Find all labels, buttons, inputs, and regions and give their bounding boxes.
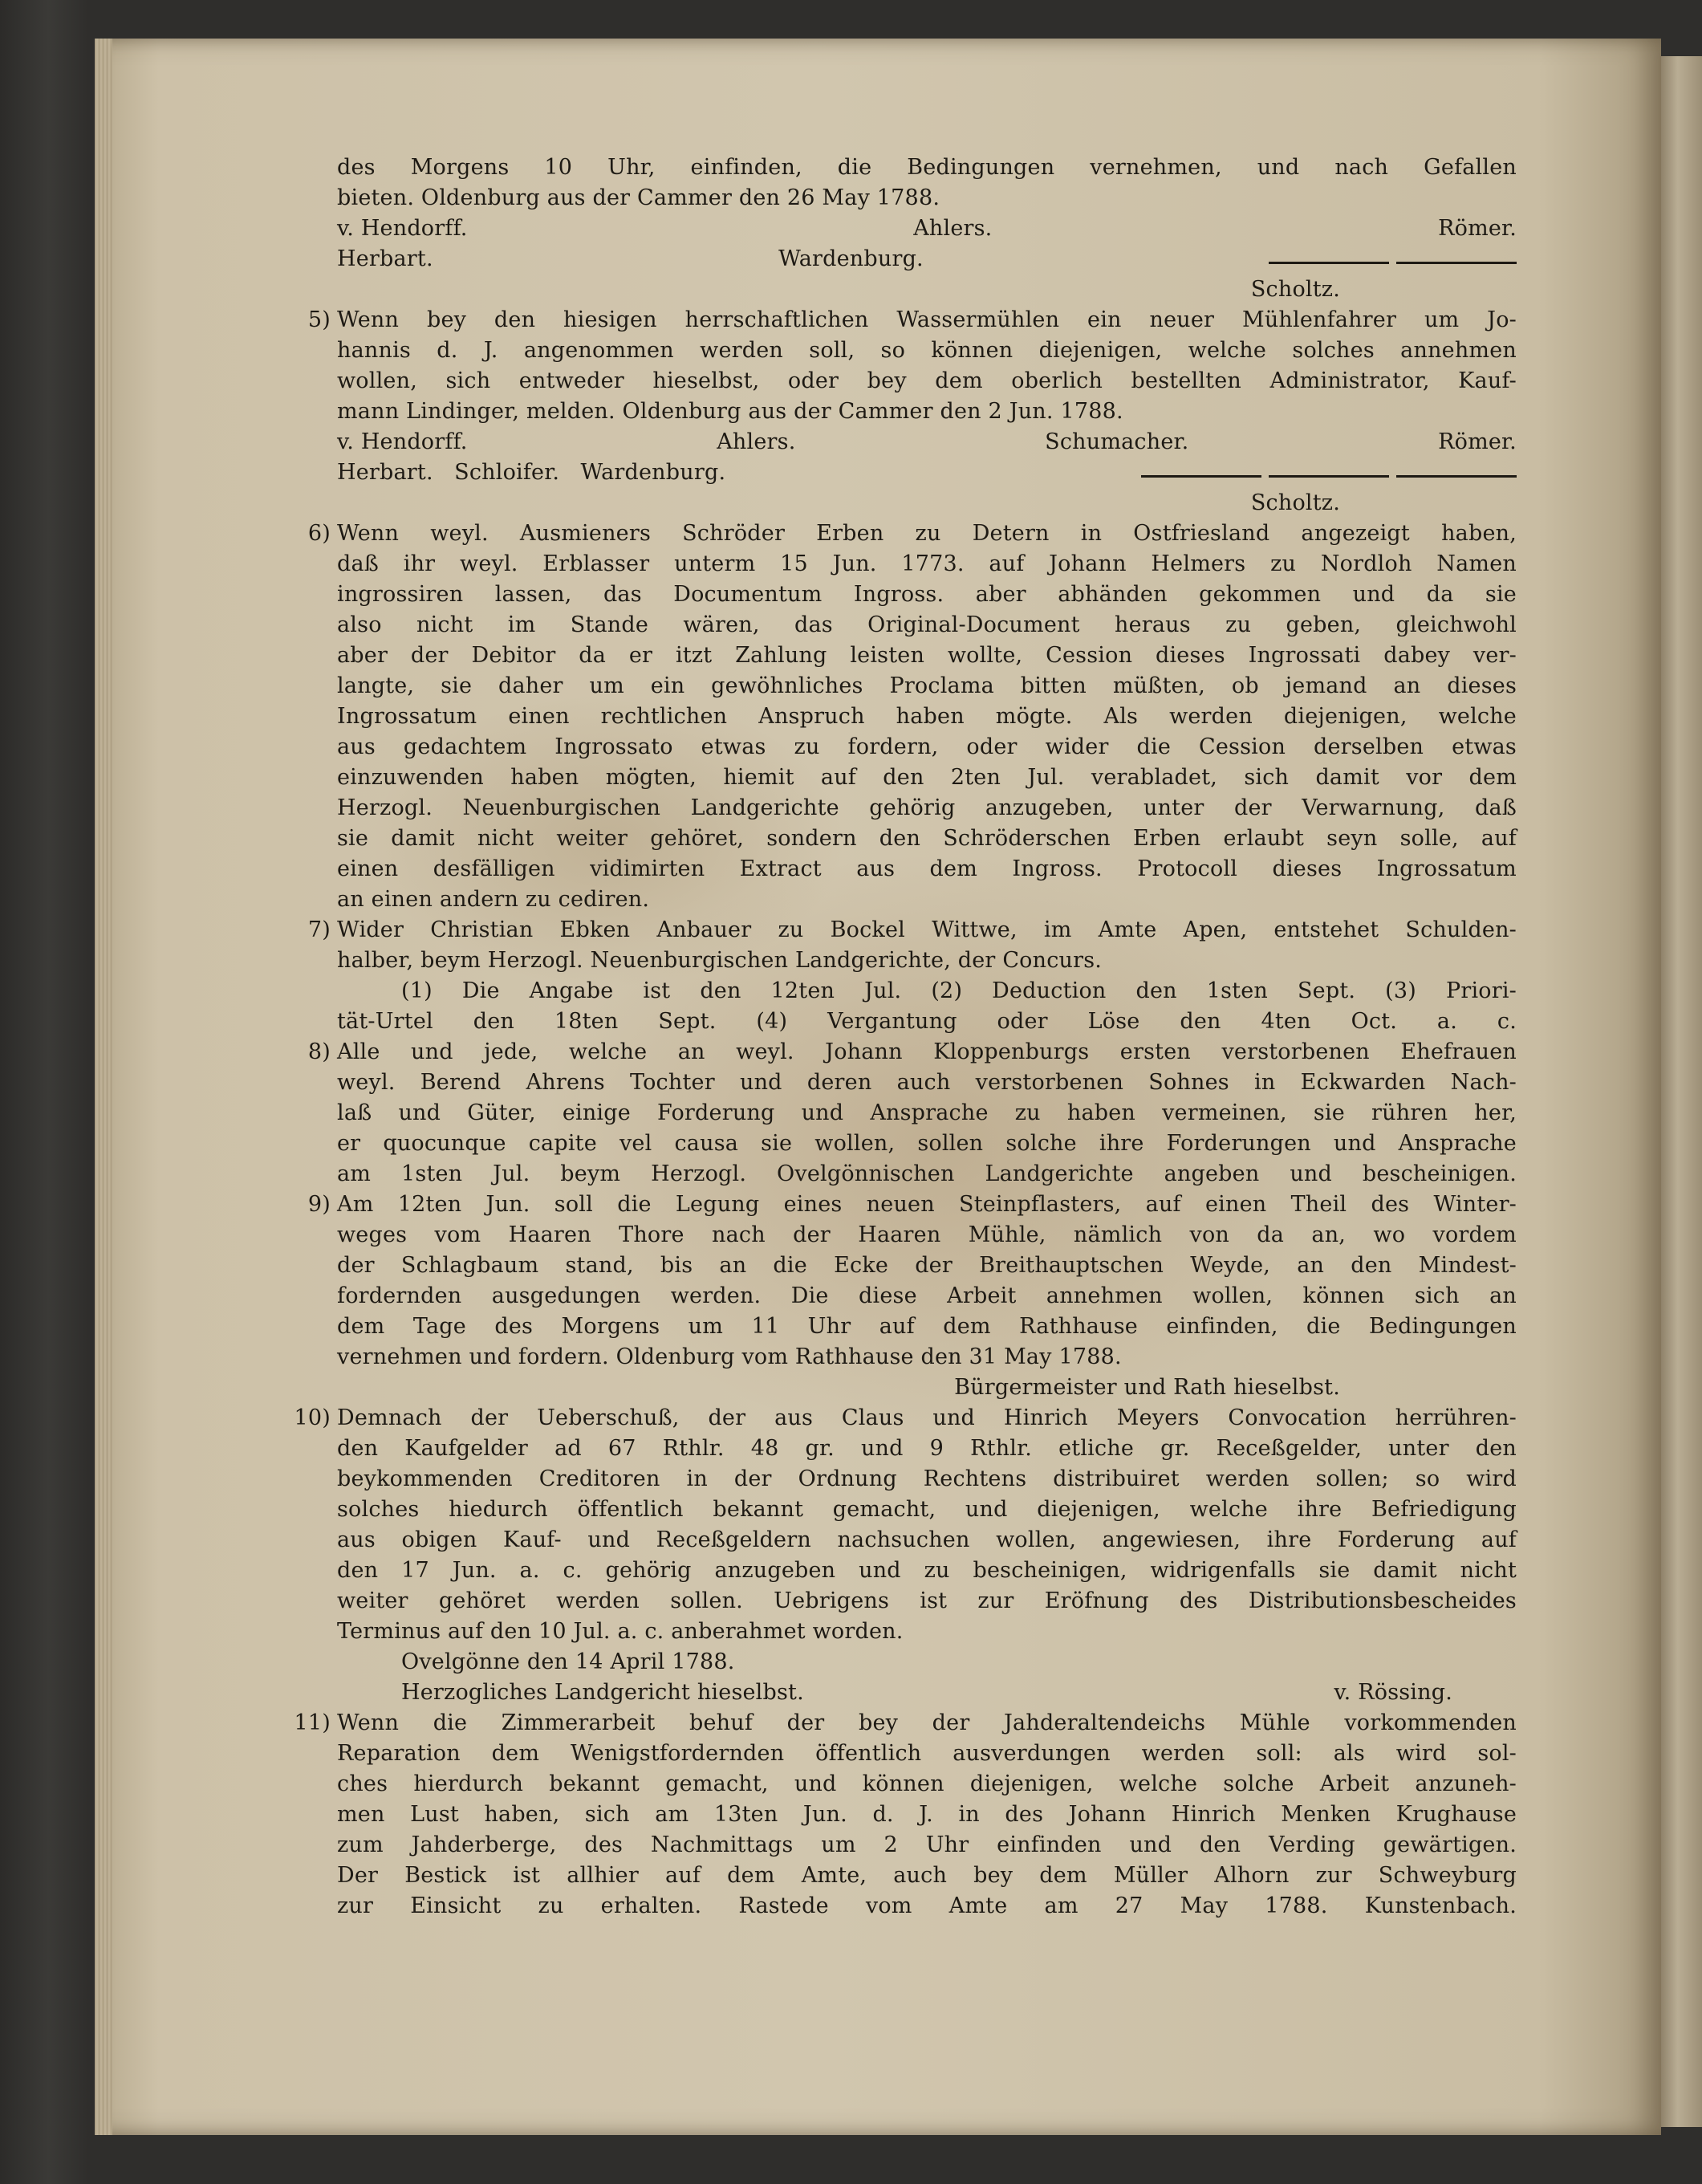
signature-row xyxy=(337,1678,1517,1708)
text-line: dem Tage des Morgens um 11 Uhr auf dem Rathhause einfinden, die Bedingungen xyxy=(337,1314,1517,1339)
signature-rule xyxy=(1269,244,1389,264)
text-line: der Schlagbaum stand, bis an die Ecke der Breithauptschen Weyde, an den Mindest- xyxy=(337,1253,1517,1278)
text-line: an einen andern zu cediren. xyxy=(337,887,650,912)
entry-6 xyxy=(307,519,1517,915)
text-line: am 1sten Jul. beym Herzogl. Ovelgönnischen Landgerichte angeben und bescheinigen. xyxy=(337,1161,1517,1186)
next-page-edge xyxy=(1661,56,1702,2127)
signature-line: Bürgermeister und Rath hieselbst. xyxy=(954,1375,1340,1400)
text-line: aus obigen Kauf- und Receßgeldern nachsuchen wollen, angewiesen, ihre Forderung auf xyxy=(337,1527,1517,1552)
text-line: ches hierdurch bekannt gemacht, und können diejenigen, welche solche Arbeit anzuneh- xyxy=(337,1771,1517,1796)
entry-number: 11) xyxy=(294,1710,331,1735)
text-line: hannis d. J. angenommen werden soll, so können diejenigen, welche solches annehmen xyxy=(337,338,1517,363)
text-line: Wenn die Zimmerarbeit behuf der bey der Jahderaltendeichs Mühle vorkommenden xyxy=(337,1710,1517,1735)
text-line: aber der Debitor da er itzt Zahlung leisten wollte, Cession dieses Ingrossati dabey ver- xyxy=(337,643,1517,668)
entry-number: 5) xyxy=(307,307,331,332)
text-line: solches hiedurch öffentlich bekannt gemacht, und diejenigen, welche ihre Befriedigung xyxy=(337,1497,1517,1522)
entry-7 xyxy=(307,915,1517,1037)
signature-name: Scholtz. xyxy=(1250,490,1340,515)
entry-number: 10) xyxy=(294,1405,331,1430)
signature-name: Schumacher. xyxy=(1045,429,1189,454)
entry-number: 8) xyxy=(307,1039,331,1064)
entry-9 xyxy=(307,1190,1517,1403)
text-line: Ingrossatum einen rechtlichen Anspruch haben mögte. Als werden diejenigen, welche xyxy=(337,704,1517,729)
text-line: laß und Güter, einige Forderung und Ansprache zu haben vermeinen, sie rühren her, xyxy=(337,1100,1517,1125)
signature-rule xyxy=(1141,458,1261,478)
signature-name: v. Hendorff. xyxy=(337,216,468,241)
text-line: aus gedachtem Ingrossato etwas zu fordern, oder wider die Cession derselben etwas xyxy=(337,734,1517,759)
text-line: sie damit nicht weiter gehöret, sondern den Schröderschen Erben erlaubt seyn solle, auf xyxy=(337,826,1517,851)
signature-name: Ahlers. xyxy=(717,429,796,454)
text-line: bieten. Oldenburg aus der Cammer den 26 May 1788. xyxy=(337,185,940,210)
text-line: also nicht im Stande wären, das Original-Document heraus zu geben, gleichwohl xyxy=(337,612,1517,637)
entry-5 xyxy=(307,305,1517,427)
signature-name: v. Rössing. xyxy=(1334,1680,1452,1705)
signature-row xyxy=(337,427,1517,458)
signature-name: Römer. xyxy=(1438,216,1517,241)
place-date: Ovelgönne den 14 April 1788. xyxy=(401,1649,735,1674)
signature-row xyxy=(337,458,1517,488)
signature-rule xyxy=(1269,458,1389,478)
text-line: fordernden ausgedungen werden. Die diese Arbeit annehmen wollen, können sich an xyxy=(337,1283,1517,1308)
signature-name: v. Hendorff. xyxy=(337,429,468,454)
signature-name: Herbart. xyxy=(337,246,433,271)
signature-name: Wardenburg. xyxy=(778,246,924,271)
text-line: (1) Die Angabe ist den 12ten Jul. (2) Deduction den 1sten Sept. (3) Priori- xyxy=(401,978,1517,1003)
text-line: Reparation dem Wenigstfordernden öffentlich ausverdungen werden soll: als wird sol- xyxy=(337,1741,1517,1766)
signature-rule xyxy=(1396,244,1517,264)
text-line: einzuwenden haben mögten, hiemit auf den 2ten Jul. verabladet, sich damit vor dem xyxy=(337,765,1517,790)
entry-number: 6) xyxy=(307,521,331,546)
entry-10 xyxy=(294,1403,1517,1708)
text-line: wollen, sich entweder hieselbst, oder bey dem oberlich bestellten Administrator, Kauf- xyxy=(337,368,1517,393)
entry-number: 7) xyxy=(307,917,331,942)
text-line: daß ihr weyl. Erblasser unterm 15 Jun. 1773. auf Johann Helmers zu Nordloh Namen xyxy=(337,551,1517,576)
signature-name: Schloifer. xyxy=(454,460,560,485)
text-line: Der Bestick ist allhier auf dem Amte, auch bey dem Müller Alhorn zur Schweyburg xyxy=(337,1863,1517,1888)
signature-name: Scholtz. xyxy=(1250,277,1340,302)
text-line: weiter gehöret werden sollen. Uebrigens ist zur Eröfnung des Distributionsbescheides xyxy=(337,1588,1517,1613)
text-line: men Lust haben, sich am 13ten Jun. d. J. in des Johann Hinrich Menken Krughause xyxy=(337,1802,1517,1827)
text-line: mann Lindinger, melden. Oldenburg aus der Cammer den 2 Jun. 1788. xyxy=(337,399,1123,424)
text-line: Alle und jede, welche an weyl. Johann Kloppenburgs ersten verstorbenen Ehefrauen xyxy=(337,1039,1517,1064)
entry-8 xyxy=(307,1037,1517,1190)
text-line: er quocunque capite vel causa sie wollen, sollen solche ihre Forderungen und Ansprache xyxy=(337,1131,1517,1156)
signature-rules xyxy=(1141,458,1517,488)
text-line: zur Einsicht zu erhalten. Rastede vom Amte am 27 May 1788. Kunstenbach. xyxy=(337,1893,1517,1918)
page-fore-edge xyxy=(95,39,112,2135)
text-line: Demnach der Ueberschuß, der aus Claus und Hinrich Meyers Convocation herrühren- xyxy=(337,1405,1517,1430)
text-line: Herzogl. Neuenburgischen Landgerichte gehörig anzugeben, unter der Verwarnung, daß xyxy=(337,795,1517,820)
text-line: Wider Christian Ebken Anbauer zu Bockel Wittwe, im Amte Apen, entstehet Schulden- xyxy=(337,917,1517,942)
text-line: den 17 Jun. a. c. gehörig anzugeben und zu bescheinigen, widrigenfalls sie damit nicht xyxy=(337,1558,1517,1583)
text-line: beykommenden Creditoren in der Ordnung Rechtens distribuiret werden sollen; so wird xyxy=(337,1466,1517,1491)
signature-row xyxy=(337,214,1517,244)
text-line: vernehmen und fordern. Oldenburg vom Rathhause den 31 May 1788. xyxy=(337,1344,1122,1369)
signature-rules xyxy=(1269,244,1517,275)
text-line: weyl. Berend Ahrens Tochter und deren auch verstorbenen Sohnes in Eckwarden Nach- xyxy=(337,1070,1517,1095)
text-line: Wenn weyl. Ausmieners Schröder Erben zu Detern in Ostfriesland angezeigt haben, xyxy=(337,521,1517,546)
signature-name: Herzogliches Landgericht hieselbst. xyxy=(401,1680,804,1705)
entry-11 xyxy=(294,1708,1517,1922)
text-line: weges vom Haaren Thore nach der Haaren Mühle, nämlich von da an, wo vordem xyxy=(337,1222,1517,1247)
text-line: halber, beym Herzogl. Neuenburgischen Landgerichte, der Concurs. xyxy=(337,948,1103,973)
text-line: tät-Urtel den 18ten Sept. (4) Vergantung oder Löse den 4ten Oct. a. c. xyxy=(337,1009,1517,1034)
text-line: den Kaufgelder ad 67 Rthlr. 48 gr. und 9 Rthlr. etliche gr. Receßgelder, unter den xyxy=(337,1436,1517,1461)
signature-group xyxy=(337,458,725,488)
text-line: ingrossiren lassen, das Documentum Ingross. aber abhänden gekommen und da sie xyxy=(337,582,1517,607)
signature-name: Wardenburg. xyxy=(580,460,726,485)
signature-name: Herbart. xyxy=(337,460,433,485)
text-line: Am 12ten Jun. soll die Legung eines neuen Steinpflasters, auf einen Theil des Winter- xyxy=(337,1192,1517,1217)
signature-rule xyxy=(1396,458,1517,478)
text-line: Terminus auf den 10 Jul. a. c. anberahmet worden. xyxy=(337,1619,904,1644)
text-line: Wenn bey den hiesigen herrschaftlichen Wassermühlen ein neuer Mühlenfahrer um Jo- xyxy=(337,307,1517,332)
signature-row xyxy=(337,244,1517,275)
text-line: des Morgens 10 Uhr, einfinden, die Bedingungen vernehmen, und nach Gefallen xyxy=(337,155,1517,180)
signature-name: Römer. xyxy=(1438,429,1517,454)
page-text xyxy=(294,153,1517,1922)
text-line: einen desfälligen vidimirten Extract aus dem Ingross. Protocoll dieses Ingrossatum xyxy=(337,856,1517,881)
signature-name: Ahlers. xyxy=(913,216,993,241)
text-line: langte, sie daher um ein gewöhnliches Proclama bitten müßten, ob jemand an dieses xyxy=(337,673,1517,698)
entry-number: 9) xyxy=(307,1192,331,1217)
text-line: zum Jahderberge, des Nachmittags um 2 Uhr einfinden und den Verding gewärtigen. xyxy=(337,1832,1517,1857)
